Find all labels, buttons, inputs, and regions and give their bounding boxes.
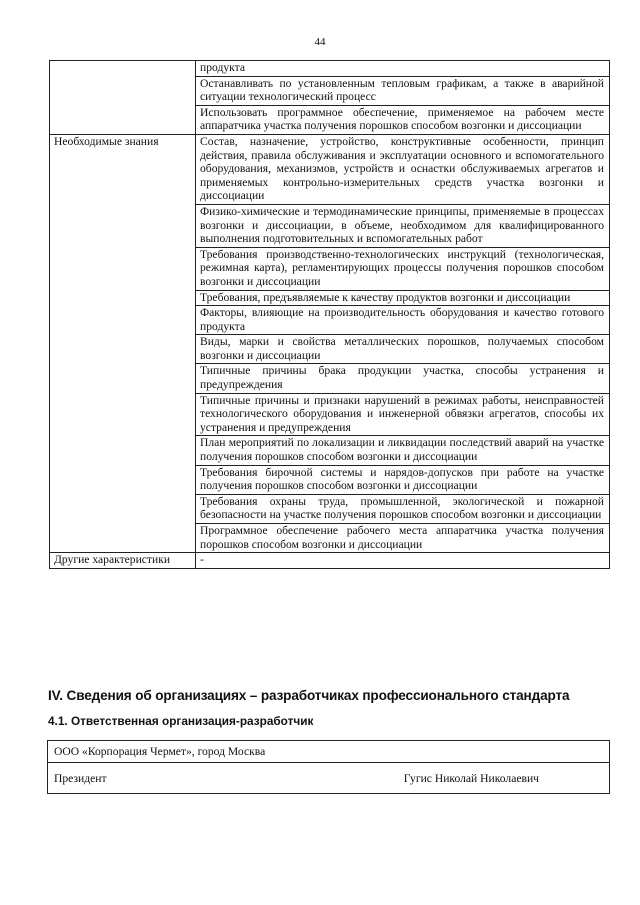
table-cell: Типичные причины брака продукции участка, способы устранения и предупреждения (196, 364, 610, 393)
table-cell: Использовать программное обеспечение, применяемое на рабочем месте аппаратчика участка получения порошков способом возгонки и диссоциации (196, 105, 610, 134)
table-cell: Виды, марки и свойства металлических порошков, получаемых способом возгонки и диссоциации (196, 335, 610, 364)
table-cell: Программное обеспечение рабочего места аппаратчика участка получения порошков способом возгонки и диссоциации (196, 524, 610, 553)
table-cell: Требования бирочной системы и нарядов-допусков при работе на участке получения порошков способом возгонки и диссоциации (196, 465, 610, 494)
page-number: 44 (314, 36, 326, 48)
table-cell: Требования производственно-технологических инструкций (технологическая, режимная карта), регламентирующих процессы получения порошков способом возгонки и диссоциации (196, 247, 610, 290)
table-cell: Требования, предъявляемые к качеству продуктов возгонки и диссоциации (196, 290, 610, 306)
table-row (50, 553, 610, 569)
organization-table (47, 740, 610, 794)
subsection-title: 4.1. Ответственная организация-разработчик (48, 714, 314, 728)
signatory-cell (48, 763, 610, 794)
table-row (50, 61, 610, 77)
table-cell: Состав, назначение, устройство, конструктивные особенности, принцип действия, правила обслуживания и эксплуатации основного и вспомогательного оборудования, механизмов, устройств и оснастки обслуживаемых агрегатов и применяемых контрольно-измерительных средств участка возгонки и диссоциации (196, 134, 610, 204)
signatory-role: Президент (54, 771, 107, 785)
table-row (50, 134, 610, 204)
organization-name: ООО «Корпорация Чермет», город Москва (48, 741, 610, 763)
signatory-name: Гугис Николай Николаевич (403, 771, 539, 785)
row-label-other: Другие характеристики (50, 553, 196, 569)
table-row (48, 763, 610, 794)
table-cell: Физико-химические и термодинамические принципы, применяемые в процессах возгонки и диссоциации, в объеме, необходимом для квалифицированного выполнения подготовительных и вспомогательных работ (196, 204, 610, 247)
row-label (50, 61, 196, 135)
table-cell: Факторы, влияющие на производительность оборудования и качество готового продукта (196, 306, 610, 335)
requirements-table (49, 60, 610, 569)
table-cell: продукта (196, 61, 610, 77)
table-cell: Останавливать по установленным тепловым графикам, а также в аварийной ситуации технологический процесс (196, 76, 610, 105)
table-cell: Типичные причины и признаки нарушений в режимах работы, неисправностей технологического оборудования и инженерной обвязки агрегатов, способы их устранения и предупреждения (196, 393, 610, 436)
table-cell: Требования охраны труда, промышленной, экологической и пожарной безопасности на участке получения порошков способом возгонки и диссоциации (196, 494, 610, 523)
table-cell: План мероприятий по локализации и ликвидации последствий аварий на участке получения порошков способом возгонки и диссоциации (196, 436, 610, 465)
table-row (48, 741, 610, 763)
table-cell: - (196, 553, 610, 569)
section-title: IV. Сведения об организациях – разработчиках профессионального стандарта (48, 688, 570, 703)
row-label-knowledge: Необходимые знания (50, 134, 196, 552)
